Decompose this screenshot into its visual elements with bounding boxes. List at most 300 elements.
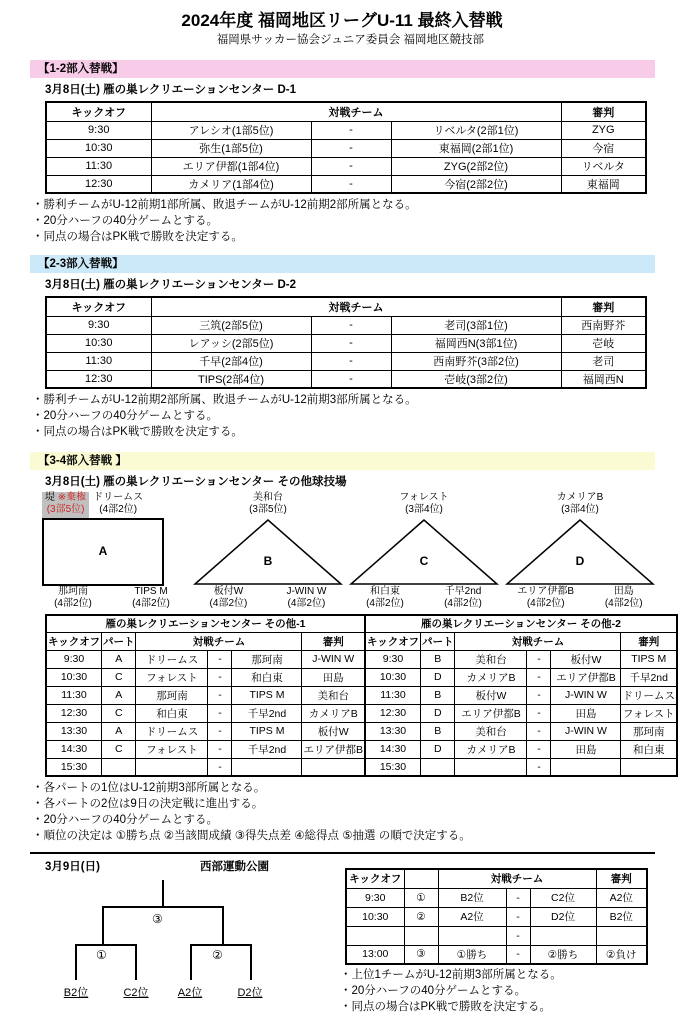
group-letter: B xyxy=(263,554,273,568)
match-time: 9:30 xyxy=(46,316,151,334)
table-title-row xyxy=(365,615,677,632)
part-header: パート xyxy=(420,632,455,650)
part: C xyxy=(101,704,136,722)
away-team: ②勝ち xyxy=(530,945,596,964)
table-row xyxy=(46,175,646,193)
section-banner-1-2: 【1-2部入替戦】 xyxy=(30,60,655,78)
group-a-box xyxy=(42,518,164,586)
away-team: TIPS M xyxy=(232,686,302,704)
kickoff-header: キックオフ xyxy=(46,297,151,316)
table-header-row xyxy=(46,297,646,316)
part: C xyxy=(101,668,136,686)
teams-header: 対戦チーム xyxy=(136,632,302,650)
vs-dash: - xyxy=(311,121,391,139)
vs-dash: - xyxy=(527,650,551,668)
home-team: エリア伊都B xyxy=(455,704,527,722)
match-time: 12:30 xyxy=(46,704,101,722)
team-label xyxy=(444,586,482,612)
home-team: レアッシ(2部5位) xyxy=(151,334,311,352)
referee-header: 審判 xyxy=(621,632,677,650)
triangle-shape xyxy=(348,518,500,586)
team-rank: (3部4位) xyxy=(405,504,443,515)
table-row xyxy=(46,704,365,722)
part: B xyxy=(420,722,455,740)
match-time: 10:30 xyxy=(365,668,420,686)
away-team: 田島 xyxy=(551,704,621,722)
team-name: 和白東 xyxy=(369,586,400,597)
home-team: 三筑(2部5位) xyxy=(151,316,311,334)
table-row xyxy=(46,352,646,370)
group-b-triangle xyxy=(192,518,344,586)
home-team: ドリームス xyxy=(136,650,208,668)
referee xyxy=(302,758,365,776)
team-name: 美和台 xyxy=(252,492,283,503)
team-name: 板付W xyxy=(213,586,244,597)
away-team: 千早2nd xyxy=(232,740,302,758)
bracket-line xyxy=(102,906,104,944)
match-time: 10:30 xyxy=(46,334,151,352)
vs-dash: - xyxy=(527,704,551,722)
vs-dash: - xyxy=(311,370,391,388)
section-banner-3-4: 【3-4部入替戦 】 xyxy=(30,452,655,470)
team-rank: (3部5位) xyxy=(46,504,85,515)
team-name: ドリームス xyxy=(93,492,144,503)
final-match-number: ③ xyxy=(152,912,163,926)
away-team: 田島 xyxy=(551,740,621,758)
vs-dash: - xyxy=(311,139,391,157)
home-team: 弥生(1部5位) xyxy=(151,139,311,157)
match-time: 11:30 xyxy=(46,686,101,704)
team-label xyxy=(132,586,170,612)
semi2-match-number: ② xyxy=(212,948,223,962)
table-header-row xyxy=(46,102,646,121)
match-time: 11:30 xyxy=(365,686,420,704)
group-c xyxy=(346,492,502,612)
match-time: 14:30 xyxy=(46,740,101,758)
semi1-match-number: ① xyxy=(96,948,107,962)
team-name: J-WIN W xyxy=(286,586,327,597)
team-rank: (4部2位) xyxy=(209,598,248,609)
match-number xyxy=(404,926,438,945)
referee-header: 審判 xyxy=(596,869,647,888)
page-subtitle: 福岡県サッカー協会ジュニア委員会 福岡地区競技部 xyxy=(216,34,484,46)
table-title: 雁の巣レクリエーションセンター その他-2 xyxy=(365,615,677,632)
away-team xyxy=(530,926,596,945)
table-row xyxy=(46,139,646,157)
home-team: 美和台 xyxy=(455,722,527,740)
away-team: 壱岐(3部2位) xyxy=(391,370,561,388)
team-name: 千早2nd xyxy=(444,586,482,597)
table-header-row xyxy=(46,632,365,650)
bracket-line xyxy=(190,944,252,946)
vs-dash: - xyxy=(527,758,551,776)
group-a-top-labels xyxy=(34,492,190,518)
away-team: 那珂南 xyxy=(232,650,302,668)
bracket-team: A2位 xyxy=(177,987,203,999)
bracket-team: C2位 xyxy=(123,987,149,999)
vs-dash: - xyxy=(311,175,391,193)
team-rank: (4部2位) xyxy=(99,504,138,515)
away-team: D2位 xyxy=(530,907,596,926)
table-row xyxy=(46,668,365,686)
home-team: 千早(2部4位) xyxy=(151,352,311,370)
vs-dash: - xyxy=(208,668,232,686)
part: D xyxy=(420,740,455,758)
home-team: 那珂南 xyxy=(136,686,208,704)
away-team: 福岡西N(3部1位) xyxy=(391,334,561,352)
teams-header: 対戦チーム xyxy=(151,297,561,316)
team-label xyxy=(54,586,92,612)
away-team: 西南野芥(3部2位) xyxy=(391,352,561,370)
part: A xyxy=(101,650,136,668)
vs-dash: - xyxy=(208,686,232,704)
table-row xyxy=(46,157,646,175)
triangle-shape xyxy=(192,518,344,586)
part: A xyxy=(101,686,136,704)
part: D xyxy=(420,704,455,722)
group-letter: A xyxy=(98,544,108,558)
note: ・20分ハーフの40分ゲームとする。 xyxy=(32,814,219,826)
referee: 那珂南 xyxy=(621,722,677,740)
vs-dash: - xyxy=(506,888,530,907)
part: D xyxy=(420,668,455,686)
referee: 千早2nd xyxy=(621,668,677,686)
bracket-line xyxy=(162,880,164,906)
home-team: B2位 xyxy=(438,888,506,907)
vs-dash: - xyxy=(527,722,551,740)
table-row xyxy=(365,704,677,722)
team-label xyxy=(249,492,287,518)
referee: 老司 xyxy=(561,352,646,370)
away-team xyxy=(551,758,621,776)
note: ・同点の場合はPK戦で勝敗を決定する。 xyxy=(340,1001,551,1013)
group-d-bottom-labels xyxy=(502,586,658,612)
note: ・順位の決定は ①勝ち点 ②当該間成績 ③得失点差 ④総得点 ⑤抽選 の順で決定する。 xyxy=(32,830,471,842)
group-b-top-label xyxy=(190,492,346,518)
team-label xyxy=(366,586,404,612)
away-team: 和白東 xyxy=(232,668,302,686)
venue-heading-2: 3月8日(土) 雁の巣レクリエーションセンター D-2 xyxy=(45,279,296,291)
home-team xyxy=(136,758,208,776)
part-header: パート xyxy=(101,632,136,650)
team-rank: (4部2位) xyxy=(604,598,643,609)
note: ・勝利チームがU-12前期1部所属、敗退チームがU-12前期2部所属となる。 xyxy=(32,199,417,211)
venue-heading-3: 3月8日(土) 雁の巣レクリエーションセンター その他球技場 xyxy=(45,476,347,488)
match-time: 9:30 xyxy=(346,888,404,907)
referee xyxy=(621,758,677,776)
table-row xyxy=(46,316,646,334)
team-name: カメリアB xyxy=(556,492,604,503)
vs-dash: - xyxy=(311,352,391,370)
away-team: 千早2nd xyxy=(232,704,302,722)
match-number: ① xyxy=(404,888,438,907)
withdraw-status: ※棄権 xyxy=(57,492,87,503)
referee: 東福岡 xyxy=(561,175,646,193)
match-time: 9:30 xyxy=(46,650,101,668)
away-team: エリア伊都B xyxy=(551,668,621,686)
match-time: 12:30 xyxy=(46,175,151,193)
home-team: カメリアB xyxy=(455,668,527,686)
home-team: フォレスト xyxy=(136,668,208,686)
home-team: フォレスト xyxy=(136,740,208,758)
team-rank: (4部2位) xyxy=(287,598,326,609)
vs-dash: - xyxy=(208,722,232,740)
group-schedule-tables xyxy=(45,614,684,777)
vs-dash: - xyxy=(208,758,232,776)
referee-header: 審判 xyxy=(561,297,646,316)
vs-dash: - xyxy=(208,740,232,758)
vs-dash: - xyxy=(527,740,551,758)
team-rank: (4部2位) xyxy=(132,598,170,609)
notes-section-1 xyxy=(32,197,684,245)
referee: 壱岐 xyxy=(561,334,646,352)
table-row xyxy=(46,740,365,758)
home-team: カメリアB xyxy=(455,740,527,758)
group-d-triangle xyxy=(504,518,656,586)
match-table-2-3 xyxy=(45,296,647,389)
table-row xyxy=(46,650,365,668)
match-time: 13:30 xyxy=(365,722,420,740)
match-time: 13:00 xyxy=(346,945,404,964)
home-team: エリア伊都(1部4位) xyxy=(151,157,311,175)
referee-header: 審判 xyxy=(561,102,646,121)
match-table-1-2 xyxy=(45,101,647,194)
note: ・同点の場合はPK戦で勝敗を決定する。 xyxy=(32,231,243,243)
referee: J-WIN W xyxy=(302,650,365,668)
referee: リベルタ xyxy=(561,157,646,175)
match-time: 12:30 xyxy=(46,370,151,388)
match-time: 10:30 xyxy=(346,907,404,926)
table-row xyxy=(46,370,646,388)
part: B xyxy=(420,686,455,704)
referee: エリア伊都B xyxy=(302,740,365,758)
note: ・20分ハーフの40分ゲームとする。 xyxy=(32,410,219,422)
referee: 美和台 xyxy=(302,686,365,704)
note: ・20分ハーフの40分ゲームとする。 xyxy=(32,215,219,227)
match-time: 12:30 xyxy=(365,704,420,722)
bracket-line xyxy=(135,944,137,980)
table-row xyxy=(346,907,647,926)
team-label xyxy=(605,586,643,612)
referee: TIPS M xyxy=(621,650,677,668)
kickoff-header: キックオフ xyxy=(46,102,151,121)
part: A xyxy=(101,722,136,740)
table-row xyxy=(365,740,677,758)
notes-section-2 xyxy=(32,392,684,440)
home-team: ①勝ち xyxy=(438,945,506,964)
note: ・20分ハーフの40分ゲームとする。 xyxy=(340,985,527,997)
match-time: 10:30 xyxy=(46,139,151,157)
home-team: ドリームス xyxy=(136,722,208,740)
bracket-line xyxy=(75,944,77,980)
match-time: 14:30 xyxy=(365,740,420,758)
final-day-table xyxy=(345,868,648,965)
group-b xyxy=(190,492,346,612)
away-team: 東福岡(2部1位) xyxy=(391,139,561,157)
referee: 板付W xyxy=(302,722,365,740)
referee xyxy=(596,926,647,945)
away-team: TIPS M xyxy=(232,722,302,740)
match-time: 13:30 xyxy=(46,722,101,740)
match-time: 15:30 xyxy=(46,758,101,776)
team-rank: (4部2位) xyxy=(444,598,482,609)
kickoff-header: キックオフ xyxy=(365,632,420,650)
schedule-table-1 xyxy=(45,614,366,777)
bracket-team: D2位 xyxy=(237,987,263,999)
teams-header: 対戦チーム xyxy=(151,102,561,121)
vs-dash: - xyxy=(506,907,530,926)
teams-header: 対戦チーム xyxy=(455,632,621,650)
table-row xyxy=(46,121,646,139)
match-time: 11:30 xyxy=(46,157,151,175)
note: ・勝利チームがU-12前期2部所属、敗退チームがU-12前期3部所属となる。 xyxy=(32,394,417,406)
referee: ZYG xyxy=(561,121,646,139)
match-time: 9:30 xyxy=(46,121,151,139)
group-a-bottom-labels xyxy=(34,586,190,612)
referee: フォレスト xyxy=(621,704,677,722)
group-d-top-label xyxy=(502,492,658,518)
referee: 今宿 xyxy=(561,139,646,157)
blank-header xyxy=(404,869,438,888)
final-venue-heading: 西部運動公園 xyxy=(200,861,269,873)
team-rank: (4部2位) xyxy=(366,598,404,609)
team-label xyxy=(517,586,574,612)
table-row xyxy=(365,668,677,686)
final-date-heading: 3月9日(日) xyxy=(45,861,100,873)
team-rank: (4部2位) xyxy=(54,598,92,609)
team-rank: (3部5位) xyxy=(249,504,287,515)
vs-dash: - xyxy=(527,668,551,686)
referee: B2位 xyxy=(596,907,647,926)
referee: 福岡西N xyxy=(561,370,646,388)
referee: 田島 xyxy=(302,668,365,686)
kickoff-header: キックオフ xyxy=(46,632,101,650)
section-banner-2-3: 【2-3部入替戦】 xyxy=(30,255,655,273)
referee: ドリームス xyxy=(621,686,677,704)
team-label xyxy=(286,586,326,612)
table-row xyxy=(46,722,365,740)
bracket-line xyxy=(190,944,192,980)
home-team: A2位 xyxy=(438,907,506,926)
away-team: 板付W xyxy=(551,650,621,668)
vs-dash: - xyxy=(311,157,391,175)
referee: 和白東 xyxy=(621,740,677,758)
away-team: 老司(3部1位) xyxy=(391,316,561,334)
venue-heading-1: 3月8日(土) 雁の巣レクリエーションセンター D-1 xyxy=(45,84,296,96)
vs-dash: - xyxy=(506,945,530,964)
team-rank: (4部2位) xyxy=(526,598,565,609)
vs-dash: - xyxy=(208,650,232,668)
home-team: 和白東 xyxy=(136,704,208,722)
table-row xyxy=(346,945,647,964)
group-a xyxy=(34,492,190,612)
bracket-line xyxy=(102,906,224,908)
referee: カメリアB xyxy=(302,704,365,722)
page-title: 2024年度 福岡地区リーグU-11 最終入替戦 xyxy=(181,11,503,30)
away-team: J-WIN W xyxy=(551,722,621,740)
away-team: C2位 xyxy=(530,888,596,907)
table-row xyxy=(46,758,365,776)
group-c-top-label xyxy=(346,492,502,518)
bracket-line xyxy=(75,944,137,946)
note: ・上位1チームがU-12前期3部所属となる。 xyxy=(340,969,562,981)
group-d xyxy=(502,492,658,612)
home-team xyxy=(438,926,506,945)
team-label xyxy=(93,492,143,518)
home-team: アレシオ(1部5位) xyxy=(151,121,311,139)
table-row xyxy=(365,686,677,704)
table-row xyxy=(46,686,365,704)
table-header-row xyxy=(365,632,677,650)
vs-dash: - xyxy=(527,686,551,704)
part xyxy=(101,758,136,776)
part xyxy=(420,758,455,776)
notes-section-4 xyxy=(340,967,562,1015)
schedule-table-2 xyxy=(364,614,678,777)
match-number: ③ xyxy=(404,945,438,964)
part: B xyxy=(420,650,455,668)
vs-dash: - xyxy=(311,334,391,352)
part: C xyxy=(101,740,136,758)
home-team: TIPS(2部4位) xyxy=(151,370,311,388)
table-title: 雁の巣レクリエーションセンター その他-1 xyxy=(46,615,365,632)
team-name: フォレスト xyxy=(399,492,449,503)
triangle-shape xyxy=(504,518,656,586)
match-time: 10:30 xyxy=(46,668,101,686)
match-time xyxy=(346,926,404,945)
notes-section-3 xyxy=(32,780,684,844)
team-label xyxy=(557,492,604,518)
away-team: 今宿(2部2位) xyxy=(391,175,561,193)
away-team: J-WIN W xyxy=(551,686,621,704)
table-row xyxy=(46,334,646,352)
match-number: ② xyxy=(404,907,438,926)
match-time: 11:30 xyxy=(46,352,151,370)
vs-dash: - xyxy=(506,926,530,945)
table-row xyxy=(365,722,677,740)
team-name: 堤 xyxy=(45,492,55,503)
note: ・同点の場合はPK戦で勝敗を決定する。 xyxy=(32,426,243,438)
referee: A2位 xyxy=(596,888,647,907)
note: ・各パートの1位はU-12前期3部所属となる。 xyxy=(32,782,266,794)
bracket-team: B2位 xyxy=(63,987,89,999)
kickoff-header: キックオフ xyxy=(346,869,404,888)
team-rank: (3部4位) xyxy=(561,504,599,515)
bracket-line xyxy=(250,944,252,980)
referee-header: 審判 xyxy=(302,632,365,650)
group-c-bottom-labels xyxy=(346,586,502,612)
note: ・各パートの2位は9日の決定戦に進出する。 xyxy=(32,798,264,810)
team-name: エリア伊都B xyxy=(517,586,575,597)
table-row xyxy=(346,926,647,945)
team-name: TIPS M xyxy=(134,586,168,597)
away-team: ZYG(2部2位) xyxy=(391,157,561,175)
table-row xyxy=(365,650,677,668)
bracket-line xyxy=(222,906,224,944)
away-team xyxy=(232,758,302,776)
match-time: 9:30 xyxy=(365,650,420,668)
home-team: 美和台 xyxy=(455,650,527,668)
table-header-row xyxy=(346,869,647,888)
away-team: リベルタ(2部1位) xyxy=(391,121,561,139)
vs-dash: - xyxy=(311,316,391,334)
team-label xyxy=(399,492,448,518)
home-team xyxy=(455,758,527,776)
teams-header: 対戦チーム xyxy=(438,869,596,888)
knockout-bracket xyxy=(63,880,290,1024)
groups-diagram xyxy=(34,492,658,612)
team-label xyxy=(210,586,248,612)
